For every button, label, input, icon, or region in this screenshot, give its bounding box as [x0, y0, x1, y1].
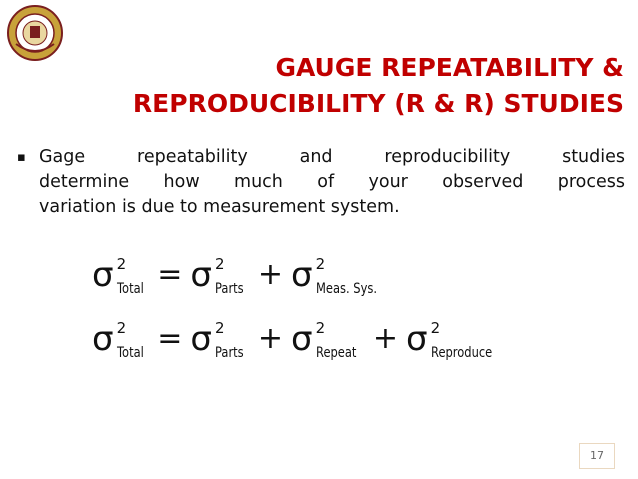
superscript: 2	[116, 319, 127, 337]
bullet-square-icon: ▪	[17, 150, 26, 165]
subscript: Meas. Sys.	[315, 281, 377, 297]
subscript: Parts	[214, 345, 244, 361]
page-number: 17	[579, 443, 615, 469]
sigma-symbol: σ	[92, 319, 114, 359]
bullet-list	[17, 145, 627, 220]
superscript: 2	[430, 319, 441, 337]
superscript: 2	[315, 255, 326, 273]
plus-sign: +	[372, 321, 399, 356]
parts-variance-term	[190, 319, 250, 361]
total-variance-term	[92, 319, 149, 361]
sigma-symbol: σ	[190, 319, 212, 359]
subscript: Total	[116, 281, 144, 297]
superscript: 2	[214, 319, 225, 337]
sigma-symbol: σ	[190, 255, 212, 295]
list-item	[17, 145, 627, 220]
sigma-symbol: σ	[92, 255, 114, 295]
sigma-symbol: σ	[406, 319, 428, 359]
superscript: 2	[315, 319, 326, 337]
superscript: 2	[214, 255, 225, 273]
title-line-1: GAUGE REPEATABILITY &	[275, 53, 624, 82]
slide-title	[20, 50, 624, 122]
equals-sign: =	[157, 257, 183, 292]
variance-formula-2	[92, 319, 505, 361]
superscript: 2	[116, 255, 127, 273]
total-variance-term	[92, 255, 149, 297]
measurement-system-variance-term	[291, 255, 390, 297]
sigma-symbol: σ	[291, 255, 313, 295]
text-line-3: variation is due to measurement system.	[39, 197, 400, 217]
plus-sign: +	[257, 257, 284, 292]
bullet-text	[39, 145, 625, 220]
repeatability-variance-term	[291, 319, 365, 361]
text-line-2: determine how much of your observed process	[39, 172, 625, 192]
title-line-2: REPRODUCIBILITY (R & R) STUDIES	[132, 89, 624, 118]
sigma-symbol: σ	[291, 319, 313, 359]
text-line-1: Gage repeatability and reproducibility studies	[39, 147, 625, 167]
subscript: Parts	[214, 281, 244, 297]
subscript: Total	[116, 345, 144, 361]
parts-variance-term	[190, 255, 250, 297]
variance-formula-1	[92, 255, 390, 297]
reproducibility-variance-term	[406, 319, 505, 361]
equals-sign: =	[157, 321, 183, 356]
subscript: Repeat	[315, 345, 357, 361]
plus-sign: +	[257, 321, 284, 356]
subscript: Reproduce	[430, 345, 492, 361]
